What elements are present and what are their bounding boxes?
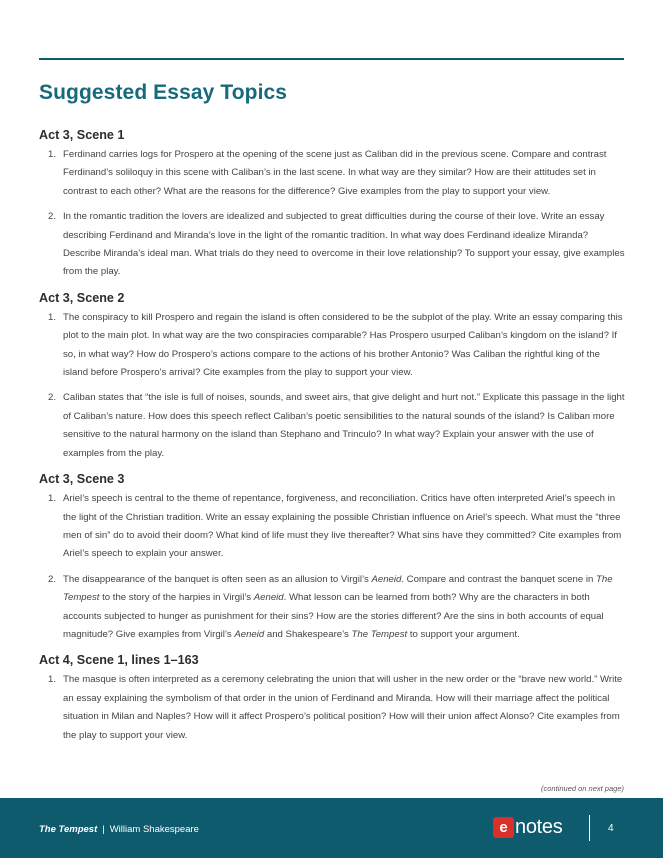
essay-topics-content xyxy=(39,127,629,753)
topic-list xyxy=(39,309,629,463)
enotes-logo-text: notes xyxy=(515,816,563,838)
topic-text: Caliban states that “the isle is full of noises, sounds, and sweet airs, that give delight and hurt not.” Explicate this passage in the light of Caliban’s nature. How does this speech reflect Caliban’s poetic sensibilities to the natural sounds of the island? Is Caliban more sensitive to the natural harmony on the island than Stephano and Trinculo? In what way? Explain your answer with the use of examples from the play. xyxy=(63,392,625,459)
topic-list xyxy=(39,490,629,644)
footer-separator: | xyxy=(102,824,105,835)
continued-note: (continued on next page) xyxy=(541,784,624,793)
footer-author: William Shakespeare xyxy=(109,824,199,835)
footer-book-title: The Tempest xyxy=(39,824,98,835)
section-heading: Act 3, Scene 2 xyxy=(39,290,125,305)
topic-text: In the romantic tradition the lovers are idealized and subjected to great difficulties during the course of their love. Write an essay describing Ferdinand and Miranda’s love in the light of the romantic tradition. In what way does Ferdinand idealize Miranda? Describe Miranda’s ideal man. What trials do they need to overcome in their love relationship? To support your essay, give examples from the play. xyxy=(63,211,625,278)
topic-number: 2. xyxy=(48,392,57,404)
topic-item xyxy=(39,309,629,383)
topic-number: 1. xyxy=(48,311,57,323)
section-heading: Act 4, Scene 1, lines 1–163 xyxy=(39,653,199,668)
section-heading: Act 3, Scene 1 xyxy=(39,128,125,142)
topic-text: Ferdinand carries logs for Prospero at the opening of the scene just as Caliban did in the previous scene. Compare and contrast Ferdinand’s soliloquy in this scene with Caliban’s in the last scene. In what way are they similar? How are their attitudes set in contrast to each other? What are the reasons for the difference? Give examples from the play to support your view. xyxy=(63,149,607,197)
topic-item xyxy=(39,571,629,645)
footer-book-info xyxy=(39,824,199,835)
topic-list xyxy=(39,671,629,745)
topic-number: 2. xyxy=(48,211,57,223)
topic-item xyxy=(39,389,629,463)
topic-item xyxy=(39,208,629,282)
topic-list xyxy=(39,146,629,282)
topic-item xyxy=(39,671,629,745)
topic-number: 2. xyxy=(48,573,57,585)
topic-text: The masque is often interpreted as a ceremony celebrating the union that will usher in the new order or the “brave new world.” Write an essay explaining the symbolism of that order in the union of Ferdinand and Miranda. How will their marriage affect the political situation in Milan and Naples? How will it affect Prospero’s political position? How will their union affect Alonso? Cite examples from the play to support your view. xyxy=(63,674,623,741)
enotes-logo xyxy=(493,817,562,838)
page-footer xyxy=(0,798,663,858)
top-rule xyxy=(39,58,624,60)
footer-divider xyxy=(589,815,590,841)
page-number: 4 xyxy=(608,823,614,834)
topic-item xyxy=(39,146,629,201)
topic-text: The conspiracy to kill Prospero and regain the island is often considered to be the subplot of the play. Write an essay comparing this plot to the main plot. In what way are the two conspiracies comparable? Has Prospero usurped Caliban’s kingdom on the island? If so, in what way? How do Prospero’s actions compare to the actions of his brother Antonio? Was Caliban the rightful king of the island before Prospero’s arrival? Cite examples from the play to support your view. xyxy=(63,311,623,379)
topic-item xyxy=(39,490,629,564)
topic-text: The disappearance of the banquet is often seen as an allusion to Virgil’s Aeneid. Compare and contrast the banquet scene in The Tempest to the story of the harpies in Virgil’s Aeneid. What lesson can be learned from both? Why are the characters in both accounts subjected to hunger as punishment for their sins? How are the stories different? Are the sins in both accounts of equal magnitude? Give examples from Virgil’s Aeneid and Shakespeare’s The Tempest to support your argument. xyxy=(63,573,613,640)
page-title: Suggested Essay Topics xyxy=(39,81,288,104)
topic-number: 1. xyxy=(48,149,57,160)
topic-number: 1. xyxy=(48,674,57,686)
section-heading: Act 3, Scene 3 xyxy=(39,472,125,487)
topic-text: Ariel’s speech is central to the theme of repentance, forgiveness, and reconciliation. Critics have often interpreted Ariel’s speech in the light of the Christian tradition. Write an essay explaining the possible Christian influence on Ariel’s speech. What must the “three men of sin” do to avoid their doom? What kind of life must they live thereafter? What sins have they committed? Cite examples from Ariel’s speech to explain your answer. xyxy=(63,493,622,560)
topic-number: 1. xyxy=(48,493,57,505)
enotes-logo-icon: e xyxy=(493,817,514,838)
